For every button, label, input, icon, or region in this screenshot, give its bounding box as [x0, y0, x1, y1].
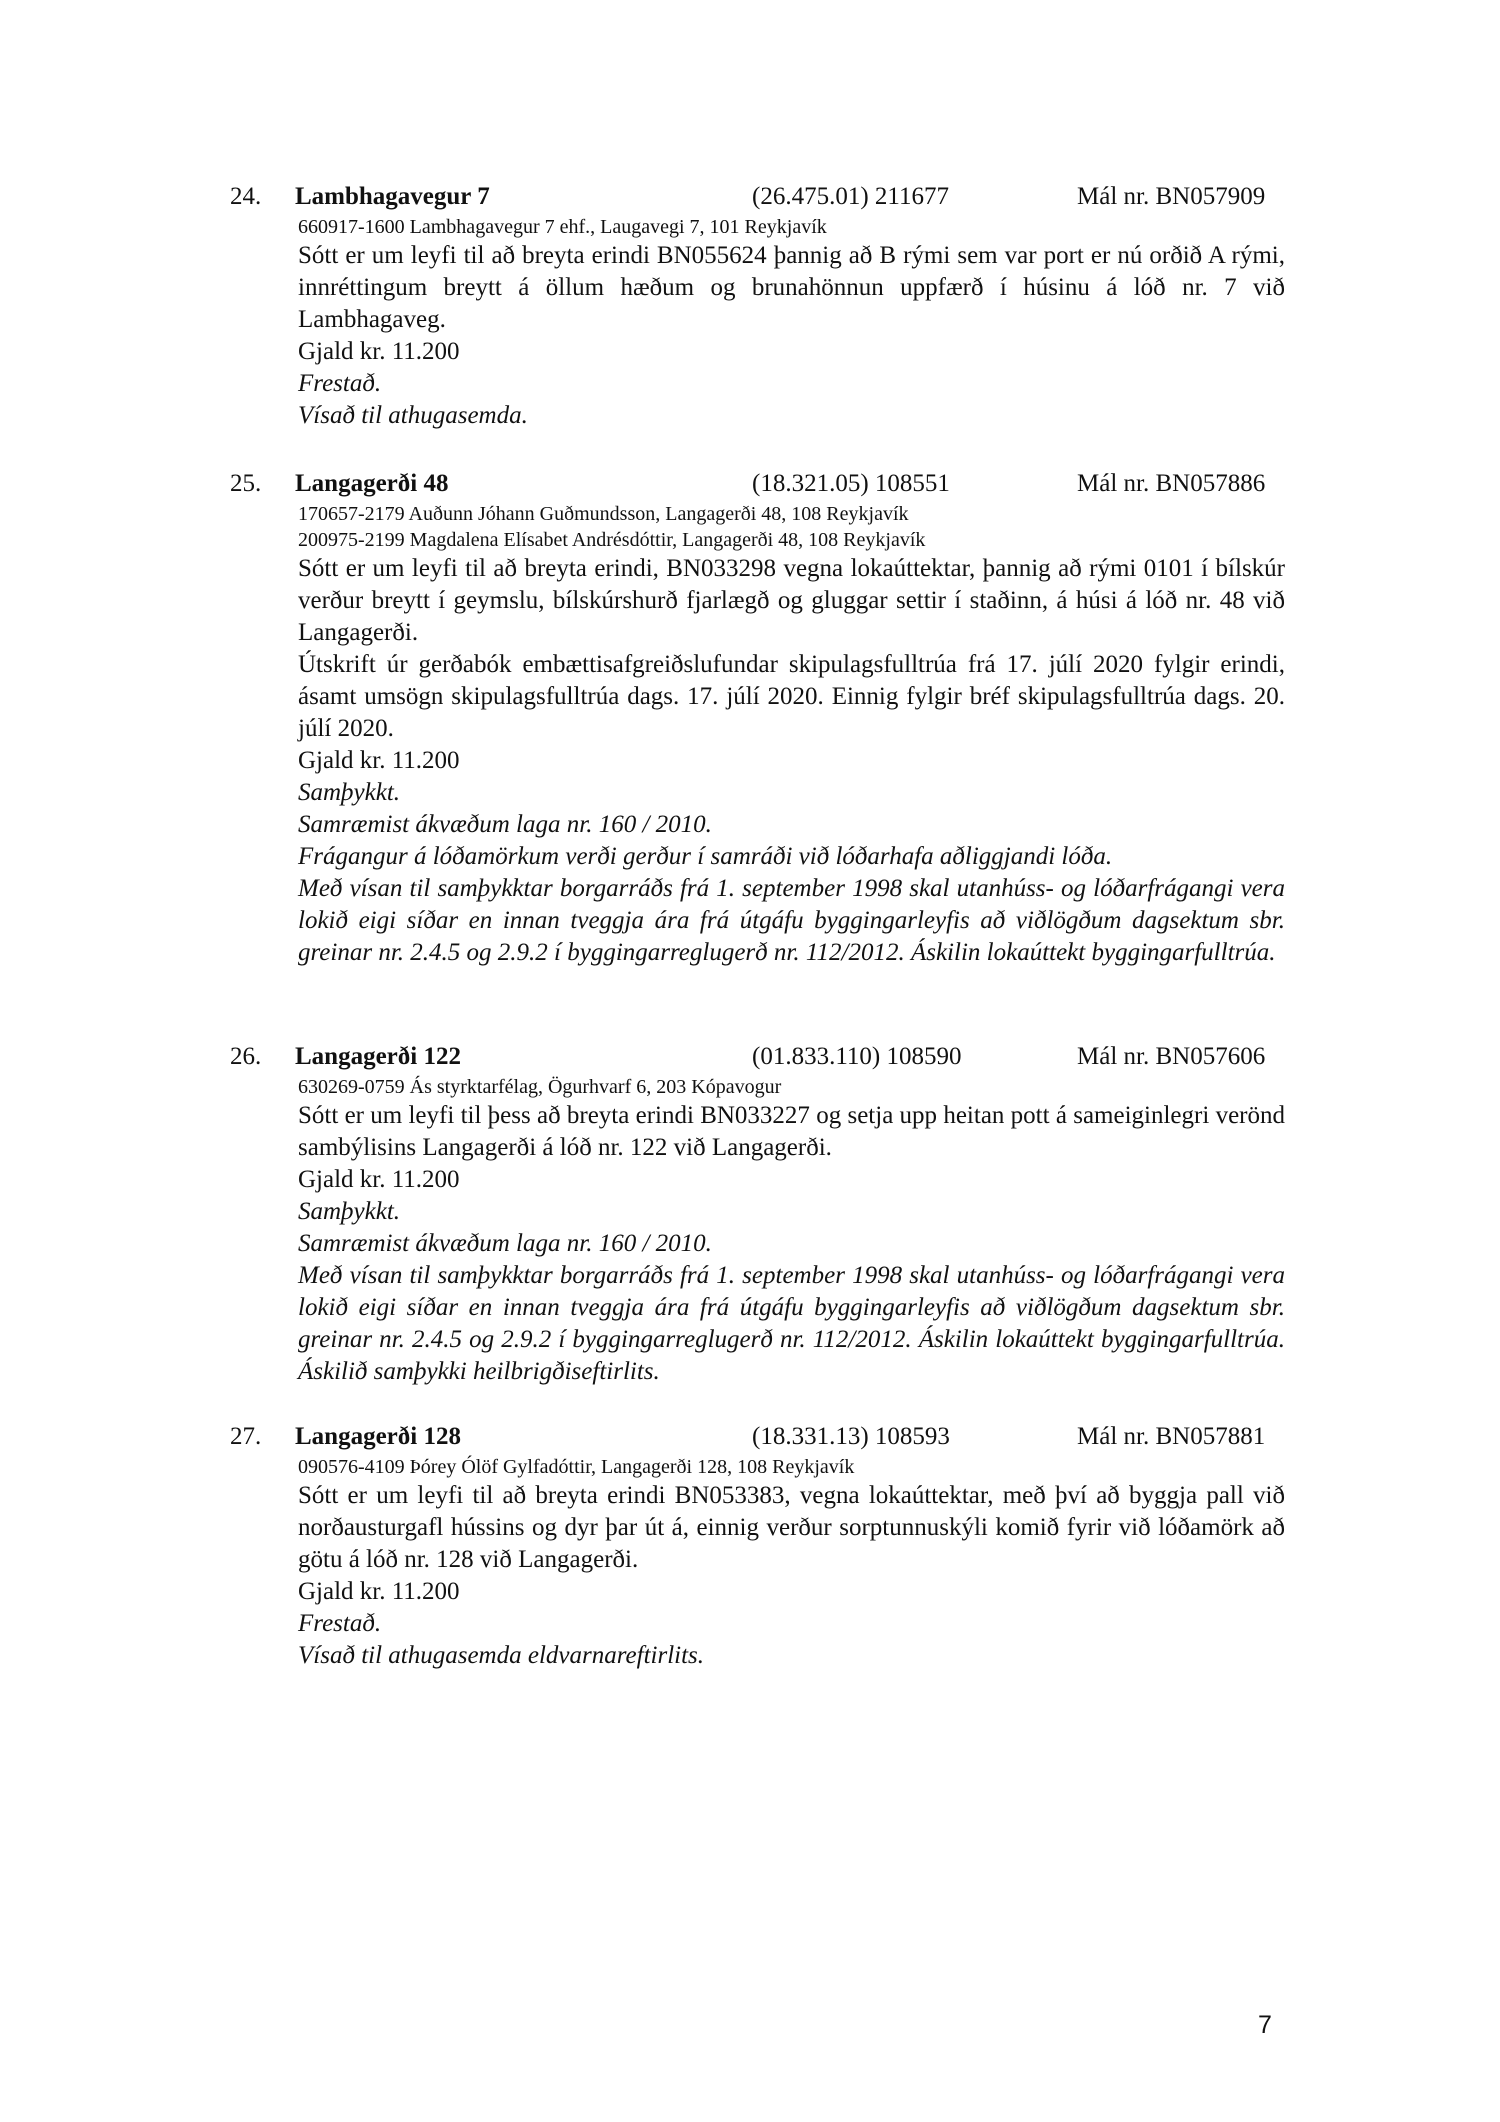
- case-entry: [230, 180, 1285, 432]
- decision-line: Samþykkt.: [298, 779, 401, 806]
- entry-address: Langagerði 122: [295, 1043, 461, 1070]
- entry-header: [230, 180, 1285, 214]
- entry-case-number: Mál nr. BN057606: [1077, 1043, 1266, 1070]
- fee-line: Gjald kr. 11.200: [298, 1578, 460, 1605]
- entry-number: 24.: [230, 183, 262, 210]
- fee-line: Gjald kr. 11.200: [298, 747, 460, 774]
- entry-body: [298, 1074, 1285, 1388]
- entry-number: 27.: [230, 1423, 262, 1450]
- decision-line: Með vísan til samþykktar borgarráðs frá 1. september 1998 skal utanhúss- og lóðarfrágangi vera lokið eigi síðar en innan tveggja ára frá útgáfu byggingarleyfis að viðlögðum dagsektum sbr. greinar nr. 2.4.5 og 2.9.2 í byggingarreglugerð nr. 112/2012. Áskilin lokaúttekt byggingarfulltrúa. Áskilið samþykki heilbrigðiseftirlits.: [298, 1262, 1285, 1385]
- applicant-line: 170657-2179 Auðunn Jóhann Guðmundsson, Langagerði 48, 108 Reykjavík: [298, 503, 909, 525]
- case-entry: [230, 467, 1285, 969]
- applicant-line: 090576-4109 Þórey Ólöf Gylfadóttir, Langagerði 128, 108 Reykjavík: [298, 1456, 855, 1478]
- decision-line: Vísað til athugasemda.: [298, 402, 528, 429]
- applicant-line: 200975-2199 Magdalena Elísabet Andrésdóttir, Langagerði 48, 108 Reykjavík: [298, 529, 926, 551]
- entry-land-reference: (01.833.110) 108590: [752, 1043, 962, 1070]
- applicant-line: 660917-1600 Lambhagavegur 7 ehf., Laugavegi 7, 101 Reykjavík: [298, 216, 827, 238]
- entry-case-number: Mál nr. BN057909: [1077, 183, 1266, 210]
- entry-land-reference: (18.321.05) 108551: [752, 470, 950, 497]
- decision-line: Samræmist ákvæðum laga nr. 160 / 2010.: [298, 811, 712, 838]
- applicant-line: 630269-0759 Ás styrktarfélag, Ögurhvarf 6, 203 Kópavogur: [298, 1076, 782, 1098]
- decision-line: Frestað.: [298, 370, 382, 397]
- fee-line: Gjald kr. 11.200: [298, 338, 460, 365]
- decision-line: Samþykkt.: [298, 1198, 401, 1225]
- entry-number: 26.: [230, 1043, 262, 1070]
- decision-line: Frestað.: [298, 1610, 382, 1637]
- decision-line: Vísað til athugasemda eldvarnareftirlits.: [298, 1642, 705, 1669]
- application-text: Útskrift úr gerðabók embættisafgreiðslufundar skipulagsfulltrúa frá 17. júlí 2020 fylgir erindi, ásamt umsögn skipulagsfulltrúa dags. 17. júlí 2020. Einnig fylgir bréf skipulagsfulltrúa dags. 20. júlí 2020.: [298, 651, 1285, 742]
- entry-number: 25.: [230, 470, 262, 497]
- entry-case-number: Mál nr. BN057881: [1077, 1423, 1266, 1450]
- case-entry: [230, 1040, 1285, 1388]
- application-text: Sótt er um leyfi til að breyta erindi, BN033298 vegna lokaúttektar, þannig að rými 0101 í bílskúr verður breytt í geymslu, bílskúrshurð fjarlægð og gluggar settir í staðinn, á húsi á lóð nr. 48 við Langagerði.: [298, 555, 1285, 646]
- case-entry: [230, 1420, 1285, 1672]
- application-text: Sótt er um leyfi til að breyta erindi BN055624 þannig að B rými sem var port er nú orðið A rými, innréttingum breytt á öllum hæðum og brunahönnun uppfærð í húsinu á lóð nr. 7 við Lambhagaveg.: [298, 242, 1285, 333]
- entry-body: [298, 214, 1285, 432]
- entry-land-reference: (26.475.01) 211677: [752, 183, 949, 210]
- entry-header: [230, 1040, 1285, 1074]
- entry-header: [230, 1420, 1285, 1454]
- fee-line: Gjald kr. 11.200: [298, 1166, 460, 1193]
- application-text: Sótt er um leyfi til að breyta erindi BN053383, vegna lokaúttektar, með því að byggja pall við norðausturgafl hússins og dyr þar út á, einnig verður sorptunnuskýli komið fyrir við lóðamörk að götu á lóð nr. 128 við Langagerði.: [298, 1482, 1285, 1573]
- decision-line: Frágangur á lóðamörkum verði gerður í samráði við lóðarhafa aðliggjandi lóða.: [298, 843, 1113, 870]
- entry-address: Lambhagavegur 7: [295, 183, 490, 210]
- entry-address: Langagerði 128: [295, 1423, 461, 1450]
- entry-body: [298, 501, 1285, 969]
- entry-case-number: Mál nr. BN057886: [1077, 470, 1266, 497]
- entry-land-reference: (18.331.13) 108593: [752, 1423, 950, 1450]
- decision-line: Samræmist ákvæðum laga nr. 160 / 2010.: [298, 1230, 712, 1257]
- page-number: 7: [1258, 2011, 1272, 2039]
- entry-address: Langagerði 48: [295, 470, 449, 497]
- application-text: Sótt er um leyfi til þess að breyta erindi BN033227 og setja upp heitan pott á sameiginlegri verönd sambýlisins Langagerði á lóð nr. 122 við Langagerði.: [298, 1102, 1285, 1161]
- entry-header: [230, 467, 1285, 501]
- decision-line: Með vísan til samþykktar borgarráðs frá 1. september 1998 skal utanhúss- og lóðarfrágangi vera lokið eigi síðar en innan tveggja ára frá útgáfu byggingarleyfis að viðlögðum dagsektum sbr. greinar nr. 2.4.5 og 2.9.2 í byggingarreglugerð nr. 112/2012. Áskilin lokaúttekt byggingarfulltrúa.: [298, 875, 1285, 966]
- entry-body: [298, 1454, 1285, 1672]
